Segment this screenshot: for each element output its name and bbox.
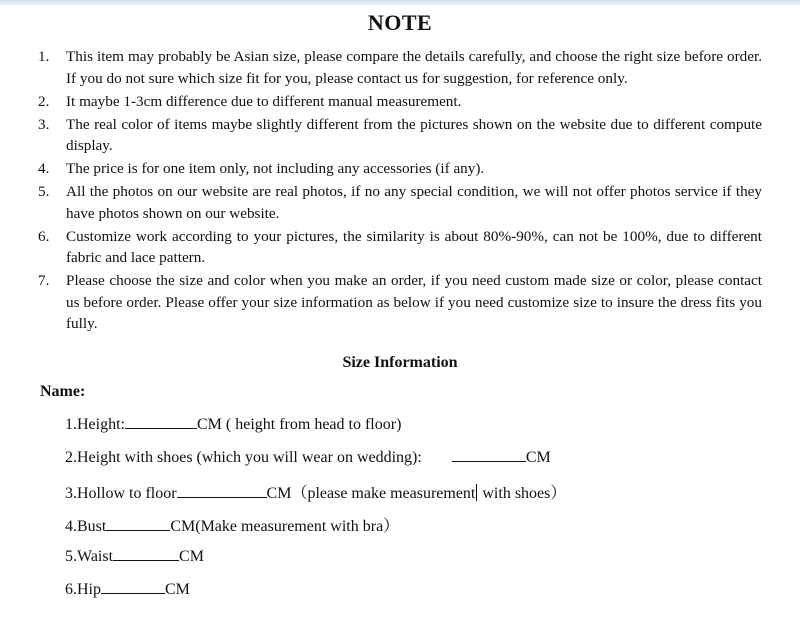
note-item <box>38 114 762 157</box>
note-text: This item may probably be Asian size, please compare the details carefully, and choose the right size before order. If you do not sure which size fit for you, please contact us for suggestion, for reference only. <box>66 48 762 87</box>
waist-blank[interactable] <box>113 546 179 561</box>
note-number: 6. <box>38 227 50 245</box>
note-item <box>38 181 762 224</box>
field-label: 3.Hollow to floor <box>65 485 177 502</box>
note-number: 2. <box>38 92 50 110</box>
bust-field <box>65 513 399 536</box>
field-unit: CM <box>165 581 190 598</box>
top-border <box>0 0 800 5</box>
field-unit: CM(Make measurement with bra） <box>170 518 400 535</box>
hollow-to-floor-blank[interactable] <box>177 483 267 498</box>
note-text: It maybe 1-3cm difference due to different manual measurement. <box>66 92 462 110</box>
height-blank[interactable] <box>125 414 197 429</box>
field-label: 1.Height: <box>65 416 125 433</box>
waist-field <box>65 546 204 566</box>
field-unit: CM（please make measurement <box>266 485 476 502</box>
note-number: 4. <box>38 160 50 177</box>
height-field <box>65 414 401 434</box>
hollow-to-floor-field <box>65 480 566 503</box>
name-label: Name: <box>40 383 86 400</box>
notes-list <box>38 46 762 336</box>
field-unit-tail: with shoes） <box>478 485 567 502</box>
bust-blank[interactable] <box>106 516 170 531</box>
height-with-shoes-field <box>65 447 551 467</box>
note-text: All the photos on our website are real photos, if no any special condition, we will not offer photos service if they have photos shown on our website. <box>66 183 762 222</box>
field-unit: CM <box>525 449 551 466</box>
note-item <box>38 91 762 113</box>
note-number: 3. <box>38 115 50 133</box>
note-item <box>38 158 762 180</box>
note-number: 1. <box>38 48 50 65</box>
note-text: The real color of items maybe slightly different from the pictures shown on the website due to different compute display. <box>66 115 762 154</box>
page-title: NOTE <box>367 10 433 35</box>
note-item <box>38 226 762 269</box>
field-unit: CM ( height from head to floor) <box>197 416 402 433</box>
note-item <box>38 270 762 335</box>
note-text: Customize work according to your pictures, the similarity is about 80%-90%, can not be 100%, due to different fabric and lace pattern. <box>66 227 762 266</box>
field-label: 2.Height with shoes (which you will wear on wedding): <box>65 449 422 466</box>
note-number: 7. <box>38 272 50 289</box>
field-label: 6.Hip <box>65 581 101 598</box>
hip-blank[interactable] <box>101 579 165 594</box>
note-number: 5. <box>38 183 50 200</box>
height-with-shoes-blank[interactable] <box>452 447 526 462</box>
size-information-heading: Size Information <box>342 354 458 371</box>
field-label: 4.Bust <box>65 518 107 535</box>
hip-field <box>65 579 190 599</box>
field-label: 5.Waist <box>65 548 114 565</box>
field-unit: CM <box>179 548 204 565</box>
note-item <box>38 46 762 89</box>
note-text: The price is for one item only, not including any accessories (if any). <box>66 160 485 177</box>
note-text: Please choose the size and color when you make an order, if you need custom made size or color, please contact us before order. Please offer your size information as below if you need customize size to insure the dress fits you fully. <box>66 272 762 332</box>
